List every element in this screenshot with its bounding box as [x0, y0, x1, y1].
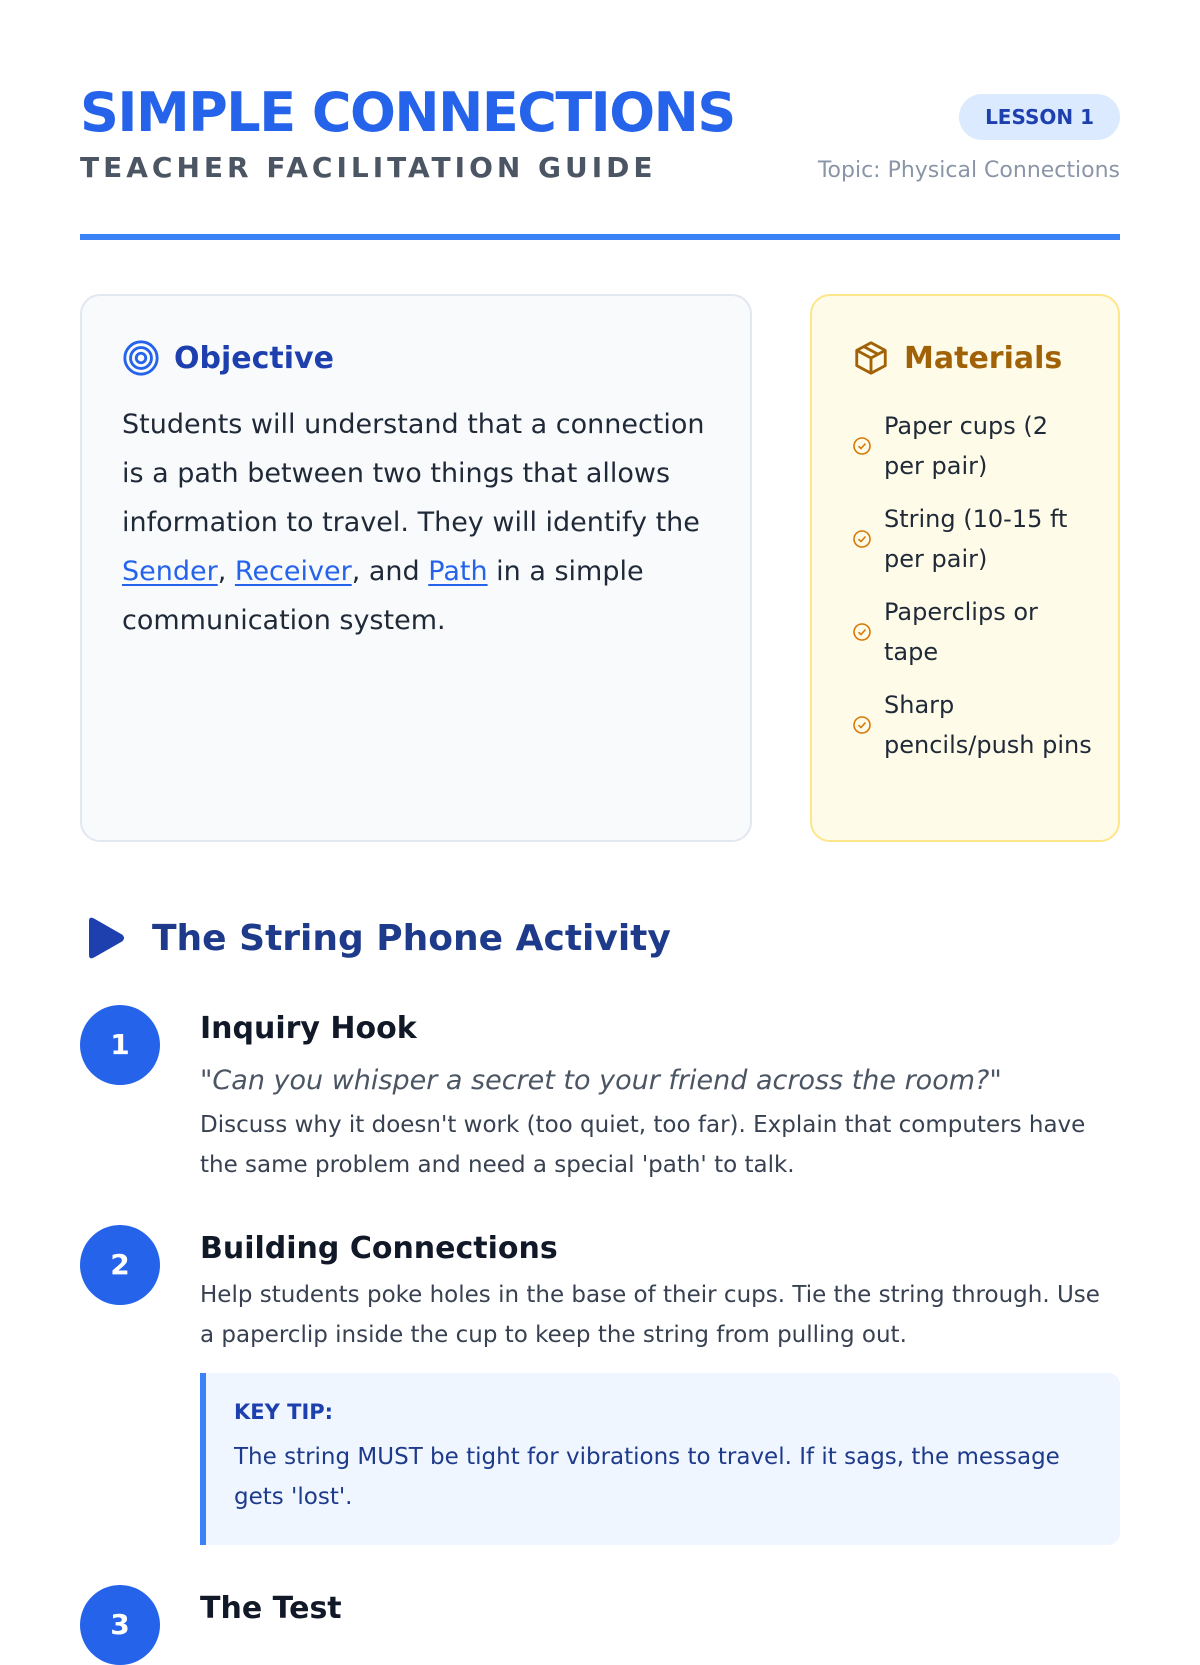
material-label: Paper cups (2 per pair) — [884, 412, 1049, 480]
material-label: Sharp pencils/push pins — [884, 691, 1092, 759]
lesson-badge: LESSON 1 — [959, 94, 1120, 140]
check-circle-icon — [852, 715, 872, 735]
material-label: String (10-15 ft per pair) — [884, 505, 1068, 573]
material-label: Paperclips or tape — [884, 598, 1038, 666]
topic-label: Topic: Physical Connections — [817, 158, 1120, 183]
step-title: Building Connections — [200, 1231, 558, 1266]
page-header — [80, 78, 1120, 238]
box-icon — [852, 339, 890, 377]
key-tip-callout — [200, 1373, 1120, 1545]
target-icon — [122, 339, 160, 377]
step-content — [200, 1005, 1120, 1185]
step-content — [200, 1585, 1120, 1631]
key-tip-label: KEY TIP: — [234, 1400, 334, 1424]
objective-card — [80, 294, 752, 842]
objective-title: Objective — [174, 340, 334, 376]
objective-separator: , and — [351, 556, 429, 587]
check-circle-icon — [852, 529, 872, 549]
play-icon — [80, 913, 130, 963]
step-number-badge: 2 — [80, 1225, 160, 1305]
key-tip-text: The string MUST be tight for vibrations to travel. If it sags, the message gets 'lost'. — [234, 1444, 1060, 1510]
materials-header — [852, 336, 1062, 380]
objective-text-outro: in a simple communication system. — [122, 556, 644, 636]
term-sender-link[interactable]: Sender — [122, 556, 218, 587]
objective-text-intro: Students will understand that a connection is a path between two things that allows information to travel. They will identify the — [122, 409, 705, 538]
materials-card — [810, 294, 1120, 842]
materials-list — [852, 406, 1092, 778]
materials-title: Materials — [904, 340, 1063, 376]
step-number-badge: 3 — [80, 1585, 160, 1665]
objective-text — [122, 400, 712, 645]
step-content — [200, 1225, 1120, 1545]
term-path-link[interactable]: Path — [428, 556, 488, 587]
page-subtitle: TEACHER FACILITATION GUIDE — [80, 151, 657, 184]
list-item — [852, 406, 1092, 486]
list-item — [852, 499, 1092, 579]
check-circle-icon — [852, 436, 872, 456]
list-item — [852, 592, 1092, 672]
step-description: Discuss why it doesn't work (too quiet, too far). Explain that computers have the same problem and need a special 'path' to talk. — [200, 1112, 1086, 1178]
header-divider — [80, 234, 1120, 240]
list-item — [852, 685, 1092, 765]
step-quote: "Can you whisper a secret to your friend across the room?" — [200, 1065, 1002, 1096]
objective-header — [122, 336, 334, 380]
step-title: Inquiry Hook — [200, 1011, 417, 1046]
step-title: The Test — [200, 1591, 342, 1626]
page-title: SIMPLE CONNECTIONS — [80, 81, 735, 144]
facilitation-guide-page — [80, 0, 1120, 1641]
step-number-badge: 1 — [80, 1005, 160, 1085]
step-description: Help students poke holes in the base of their cups. Tie the string through. Use a paperclip inside the cup to keep the string from pulling out. — [200, 1282, 1100, 1348]
check-circle-icon — [852, 622, 872, 642]
activity-header — [80, 910, 671, 966]
term-receiver-link[interactable]: Receiver — [234, 556, 352, 587]
objective-separator: , — [217, 556, 235, 587]
activity-title: The String Phone Activity — [152, 917, 671, 959]
